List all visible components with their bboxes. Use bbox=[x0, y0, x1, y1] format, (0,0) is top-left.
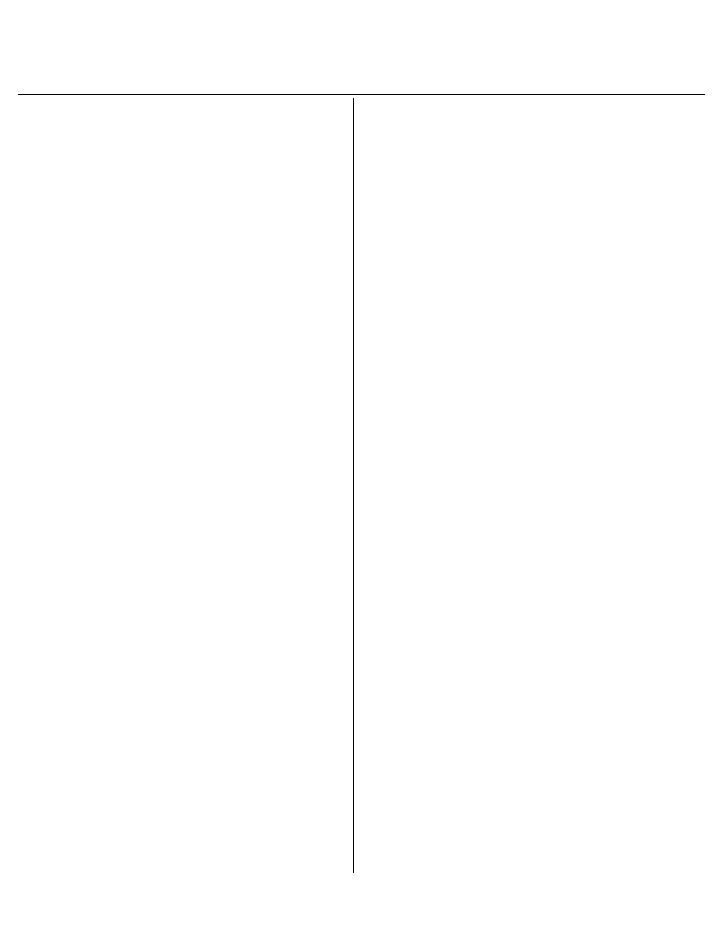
header-divider-rule bbox=[18, 94, 705, 95]
column-divider-rule bbox=[353, 98, 354, 873]
page-header bbox=[0, 38, 723, 43]
